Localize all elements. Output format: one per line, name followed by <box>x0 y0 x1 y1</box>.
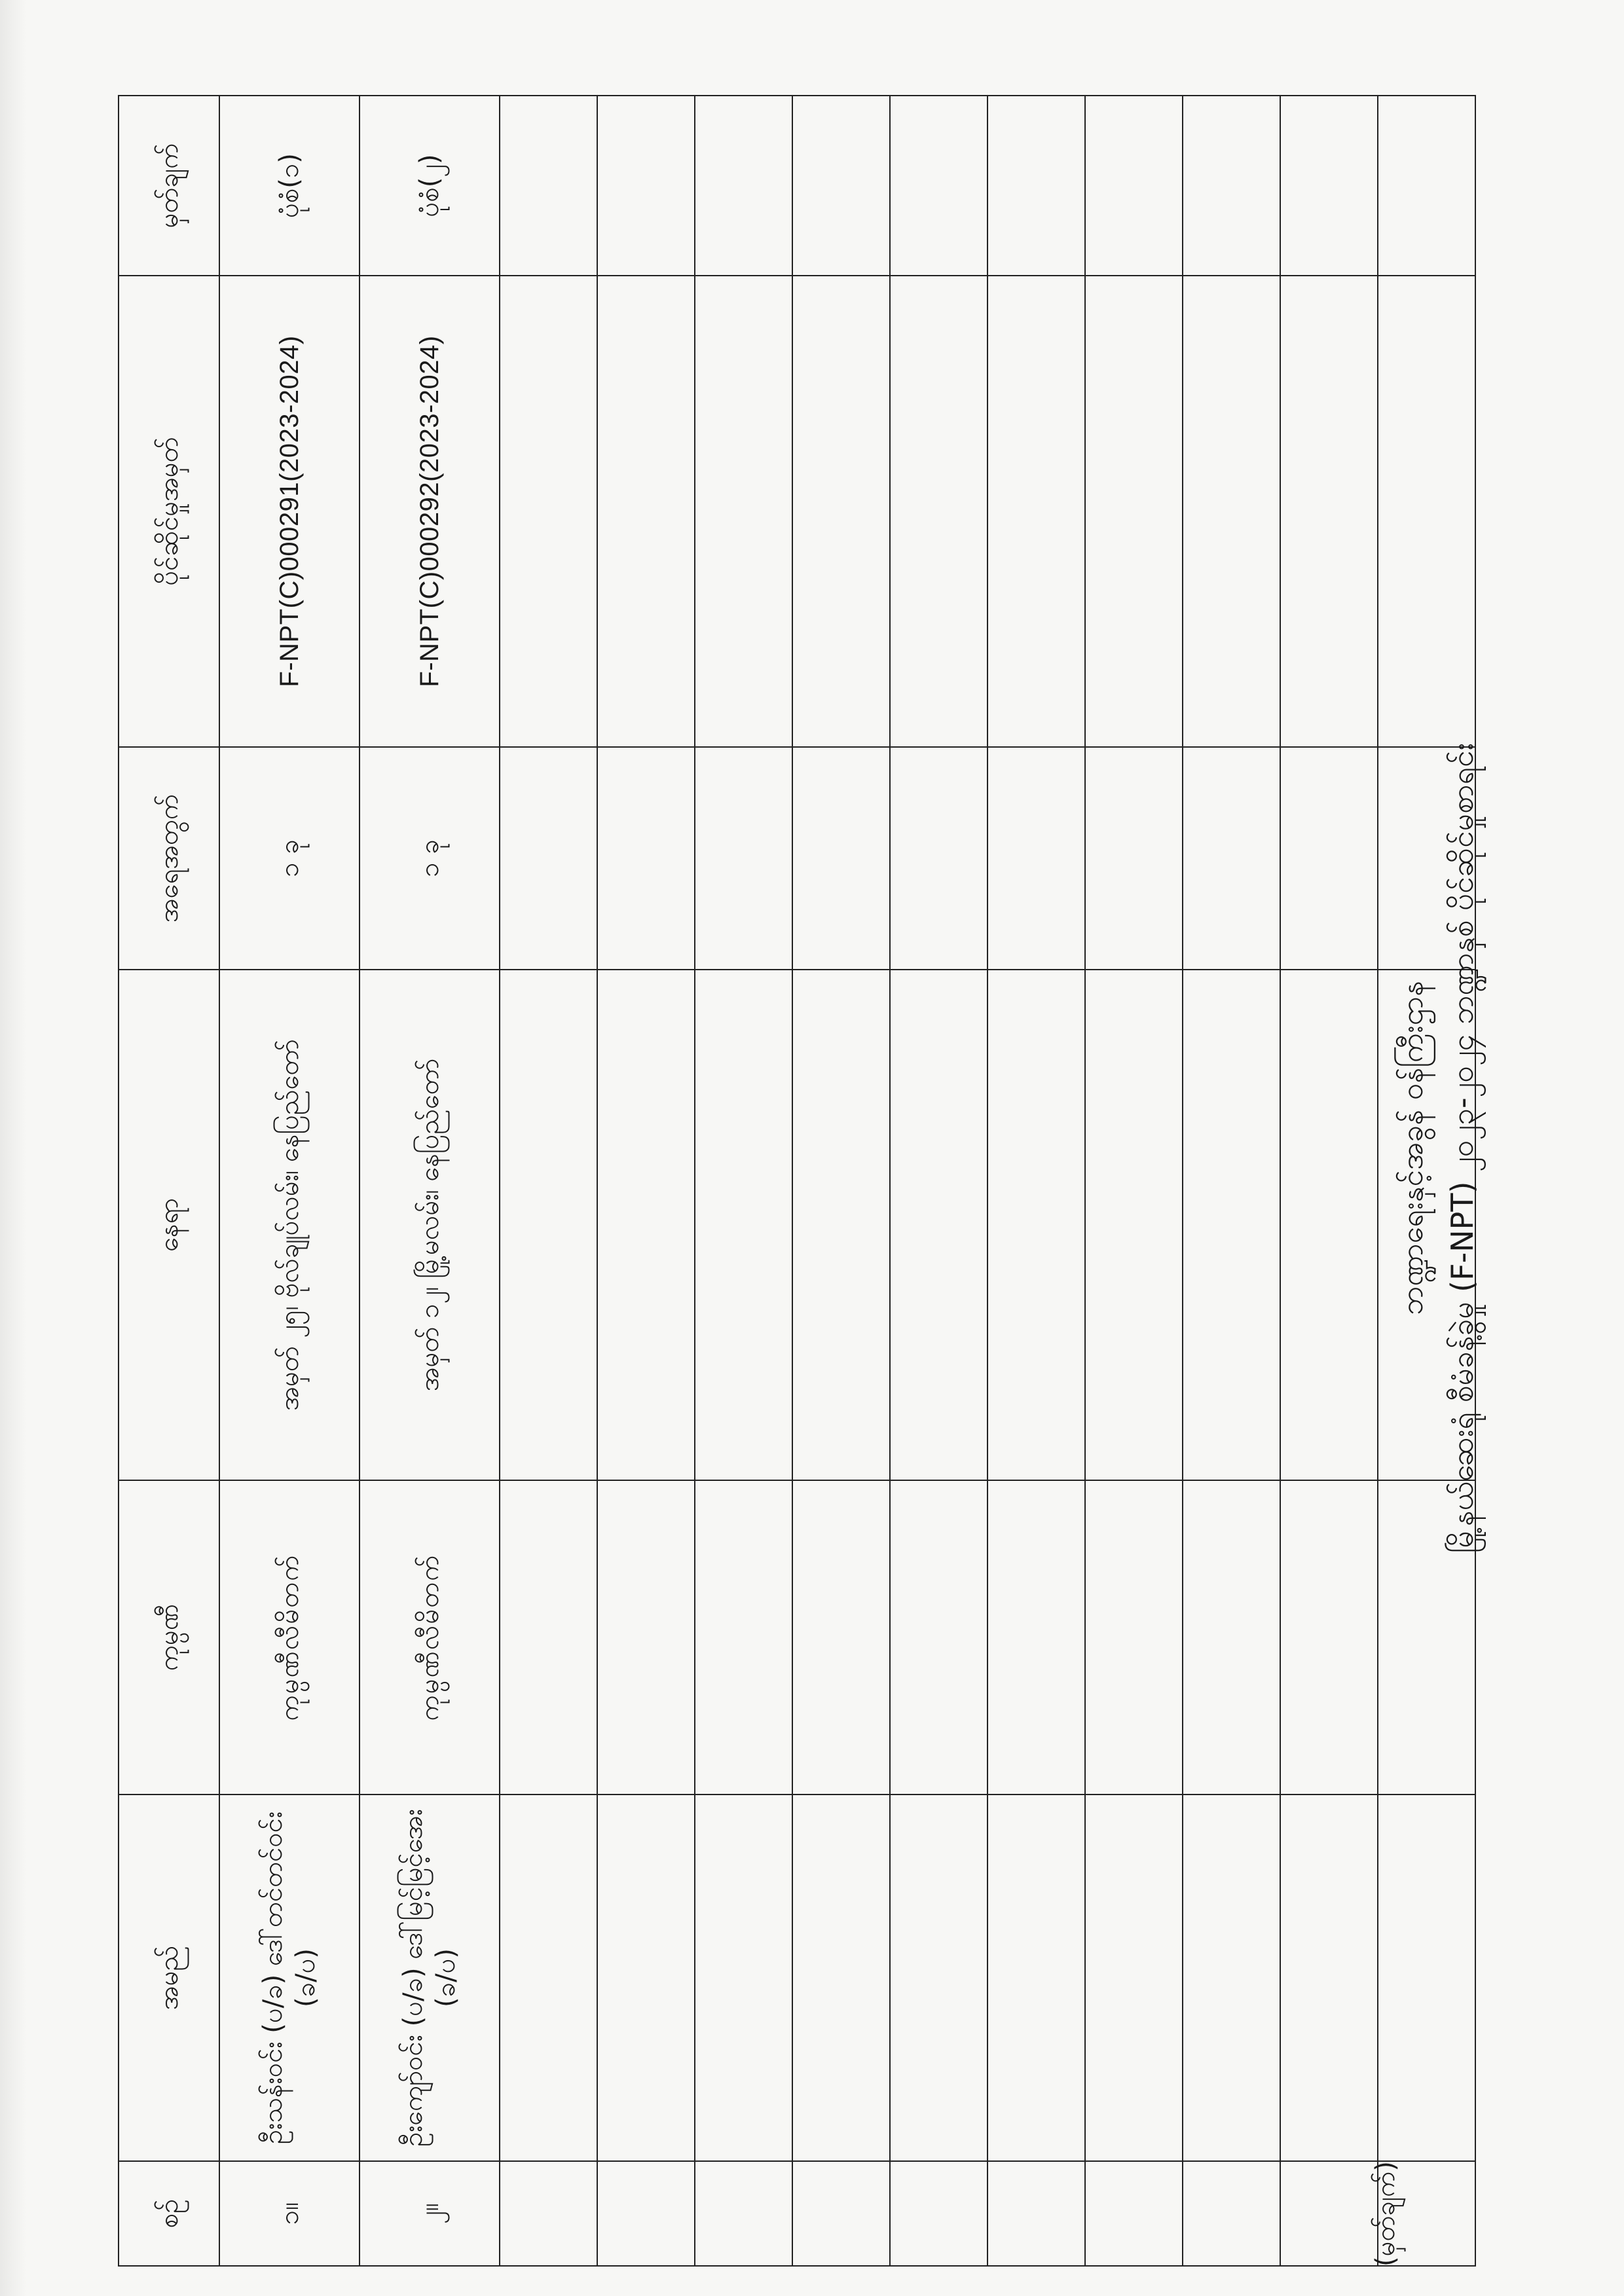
table-row <box>219 96 360 2266</box>
footnote: (မှတ်ချက်) <box>1371 2161 1401 2267</box>
cell-quantity: ၁ ခု <box>360 747 500 970</box>
col-header-no: စဉ် <box>119 2161 219 2266</box>
empty-table-row <box>987 96 1085 2266</box>
empty-table-row <box>597 96 695 2266</box>
col-header-remark: မှတ်ချက် <box>119 96 219 276</box>
col-header-location: နေရာ <box>119 970 219 1480</box>
empty-table-row <box>695 96 792 2266</box>
col-header-company: ကုမ္ပဏီ <box>119 1480 219 1795</box>
cell-no: ၂။ <box>360 2161 500 2266</box>
empty-table-row <box>1183 96 1280 2266</box>
document-subheading: မြို့နယ်ဆေးရုံ စီမံခန့်ခွဲမှု (F-NPT) ၂၀၂၃-၂၀၂၄ ဘဏ္ဍာနှစ် ပိုင်ဆိုင်မှုစာရင်း <box>1445 742 1480 1554</box>
cell-remark: ပုံစံ(၁) <box>219 96 360 276</box>
cell-remark: ပုံစံ(၂) <box>360 96 500 276</box>
col-header-name: အမည် <box>119 1795 219 2161</box>
col-header-quantity: အရေအတွက် <box>119 747 219 970</box>
document-heading: ဘဏ္ဍာရေးနှင့်အခွန် ဝန်ကြီးဌာန <box>1394 981 1430 1315</box>
empty-table-row <box>1085 96 1183 2266</box>
cell-company: ကုမ္ပဏီလီမိတက် <box>360 1480 500 1795</box>
empty-table-row <box>500 96 597 2266</box>
table-row <box>360 96 500 2266</box>
asset-register-table <box>118 95 1476 2267</box>
cell-name: ဦးသန်းဝင်း (ပ/ခ) ဒေါ်တင်တင်ဝင်း (ခ/ပ) <box>219 1795 360 2161</box>
cell-asset-code: F-NPT(C)000292(2023-2024) <box>360 276 500 747</box>
cell-company: ကုမ္ပဏီလီမိတက် <box>219 1480 360 1795</box>
cell-name: ဦးကျော်ဝင်း (ပ/ခ) ဒေါ်မြင့်မြင့်အေး (ခ/ပ) <box>360 1795 500 2161</box>
empty-table-row <box>890 96 987 2266</box>
col-header-asset-code: ပိုင်ဆိုင်မှုအမှတ် <box>119 276 219 747</box>
cell-asset-code: F-NPT(C)000291(2023-2024) <box>219 276 360 747</box>
table-header-row <box>119 96 219 2266</box>
cell-location: အမှတ် ၂၅၊ ဗိုလ်ချုပ်လမ်း၊ နေပြည်တော် <box>219 970 360 1480</box>
cell-location: အမှတ် ၁၂၊ မြို့မလမ်း၊ နေပြည်တော် <box>360 970 500 1480</box>
empty-table-row <box>1280 96 1378 2266</box>
cell-quantity: ၁ ခု <box>219 747 360 970</box>
empty-table-row <box>792 96 890 2266</box>
cell-no: ၁။ <box>219 2161 360 2266</box>
